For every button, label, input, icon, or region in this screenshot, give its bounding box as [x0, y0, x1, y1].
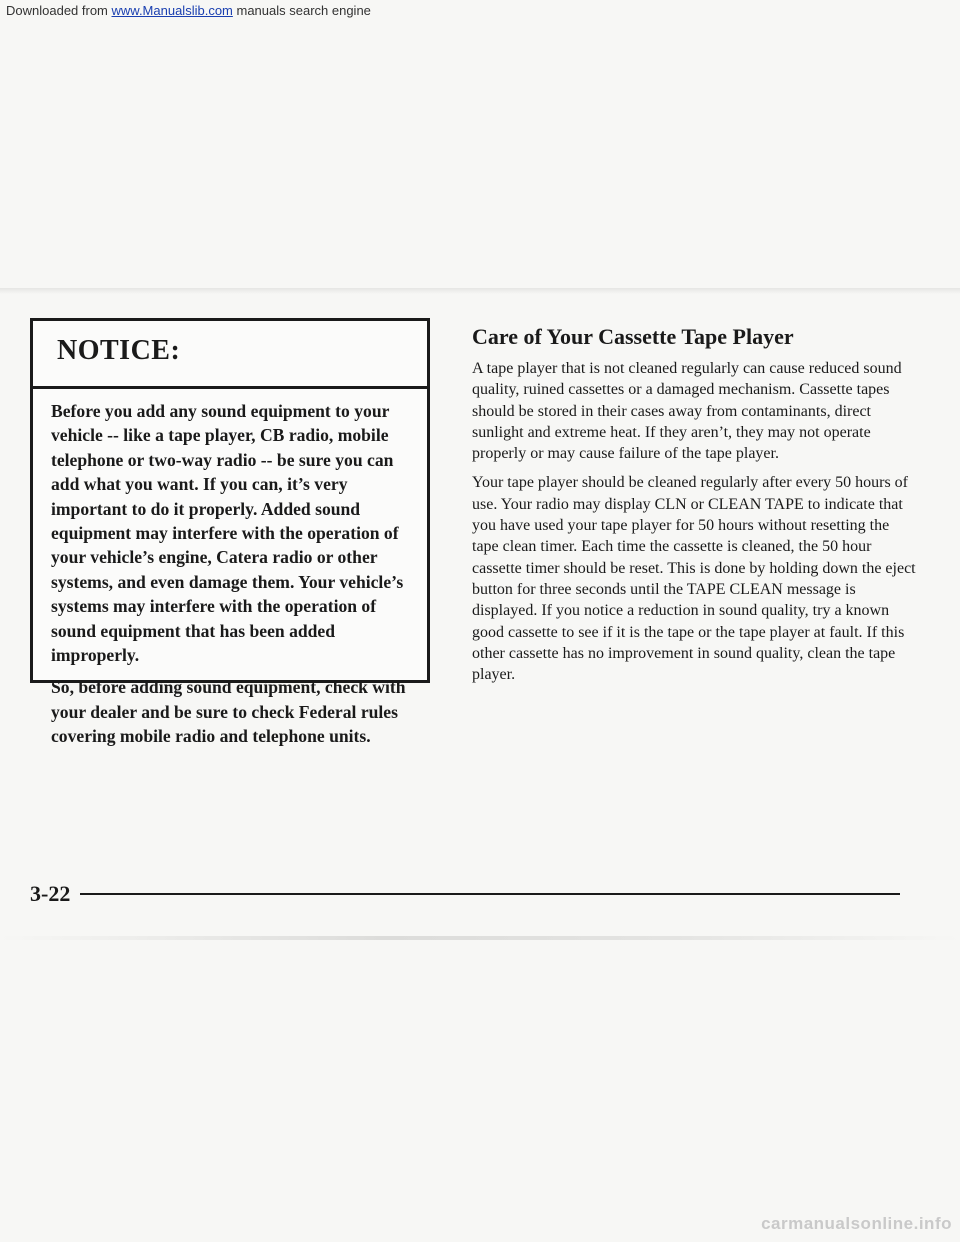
notice-box: [30, 318, 430, 747]
page-footer: [30, 874, 900, 914]
footer-rule: [80, 893, 900, 895]
notice-header: [33, 321, 427, 389]
page-number: 3-22: [30, 881, 71, 906]
notice-title: NOTICE:: [57, 335, 181, 366]
banner-prefix: Downloaded from: [6, 3, 112, 18]
notice-body: [33, 389, 427, 749]
banner-suffix: manuals search engine: [232, 3, 371, 18]
scan-edge-bottom: [0, 936, 960, 940]
watermark: carmanualsonline.info: [761, 1214, 952, 1233]
scan-edge-top: [0, 288, 960, 294]
body-paragraph: A tape player that is not cleaned regularly can cause reduced sound quality, ruined cassettes or a damaged mechanism. Cassette tapes should be stored in their cases away from contaminants, direct sunlight and extreme heat. If they aren’t, they may not operate properly or may cause failure of the tape player.: [472, 360, 902, 463]
body-paragraph: Your tape player should be cleaned regularly after every 50 hours of use. Your radio may display CLN or CLEAN TAPE to indicate that you have used your tape player for 50 hours without resetting the tape clean timer. Each time the cassette is cleaned, the 50 hour cassette timer should be reset. This is done by holding down the eject button for three seconds until the TAPE CLEAN message is displayed. If you notice a reduction in sound quality, try a known good cassette to see if it is the tape or the tape player at fault. If this other cassette has no improvement in sound quality, clean the tape player.: [472, 474, 916, 684]
cassette-care-section: [472, 322, 917, 693]
manualslib-link[interactable]: www.Manualslib.com: [111, 3, 233, 18]
download-banner: [0, 0, 960, 22]
notice-paragraph: So, before adding sound equipment, check with your dealer and be sure to check Federal rules covering mobile radio and telephone units.: [51, 677, 406, 747]
notice-paragraph: Before you add any sound equipment to your vehicle -- like a tape player, CB radio, mobile telephone or two-way radio -- be sure you can add what you want. If you can, it’s very important to do it properly. Added sound equipment may interfere with the operation of your vehicle’s engine, Catera radio or other systems, and even damage them. Your vehicle’s systems may interfere with the operation of sound equipment that has been added improperly.: [51, 401, 404, 666]
section-title: Care of Your Cassette Tape Player: [472, 324, 794, 349]
